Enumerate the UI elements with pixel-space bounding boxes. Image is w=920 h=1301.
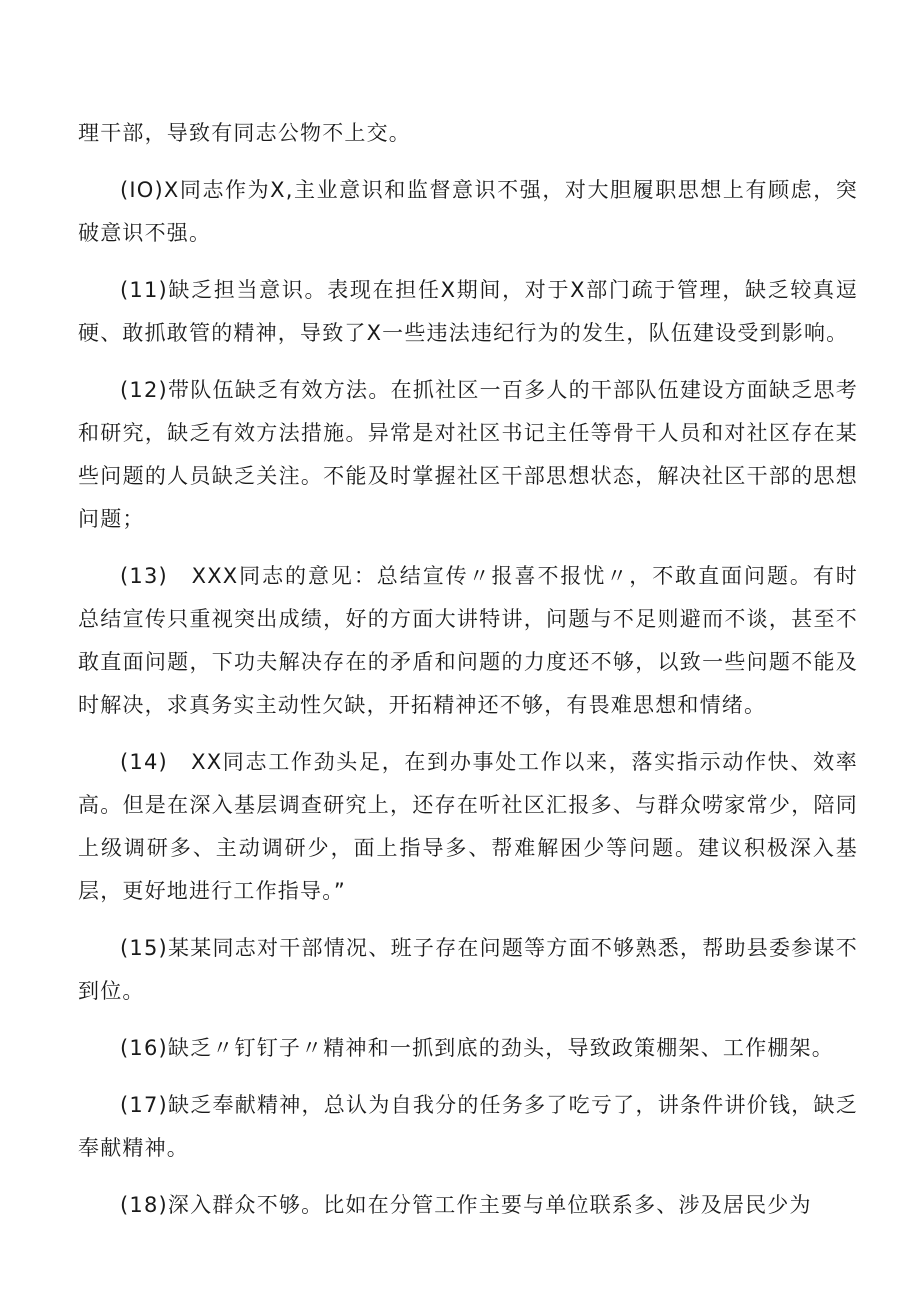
paragraph-item-17: (17)缺乏奉献精神，总认为自我分的任务多了吃亏了，讲条件讲价钱，缺乏奉献精神。 [78, 1093, 858, 1160]
paragraph-item-15: (15)某某同志对干部情况、班子存在问题等方面不够熟悉，帮助县委参谋不到位。 [78, 936, 858, 1003]
paragraph-item-14: (14) XX同志工作劲头足，在到办事处工作以来，落实指示动作快、效率高。但是在深入基层调查研究上，还存在听社区汇报多、与群众唠家常少，陪同上级调研多、主动调研少，面上指导多、帮难解困少等问题。建议积极深入基层，更好地进行工作指导。” [78, 750, 858, 903]
paragraph-item-18: (18)深入群众不够。比如在分管工作主要与单位联系多、涉及居民少为 [120, 1193, 812, 1217]
paragraph-item-13: (13) XXX同志的意见：总结宣传〃报喜不报忧〃，不敢直面问题。有时总结宣传只重视突出成绩，好的方面大讲特讲，问题与不足则避而不谈，甚至不敢直面问题，下功夫解决存在的矛盾和问题的力度还不够，以致一些问题不能及时解决，求真务实主动性欠缺，开拓精神还不够，有畏难思想和情绪。 [78, 564, 858, 717]
paragraph-item-11: (11)缺乏担当意识。表现在担任X期间，对于X部门疏于管理，缺乏较真逗硬、敢抓敢管的精神，导致了X一些违法违纪行为的发生，队伍建设受到影响。 [78, 278, 858, 345]
paragraph-continuation: 理干部，导致有同志公物不上交。 [78, 121, 411, 145]
paragraph-item-10: (IO)X同志作为X,主业意识和监督意识不强，对大胆履职思想上有顾虑，突破意识不强。 [78, 178, 858, 245]
paragraph-item-16: (16)缺乏〃钉钉子〃精神和一抓到底的劲头，导致政策棚架、工作棚架。 [120, 1036, 834, 1060]
document-body [78, 112, 858, 1241]
paragraph-item-12: (12)带队伍缺乏有效方法。在抓社区一百多人的干部队伍建设方面缺乏思考和研究，缺乏有效方法措施。异常是对社区书记主任等骨干人员和对社区存在某些问题的人员缺乏关注。不能及时掌握社区干部思想状态，解决社区干部的思想问题； [78, 378, 858, 531]
